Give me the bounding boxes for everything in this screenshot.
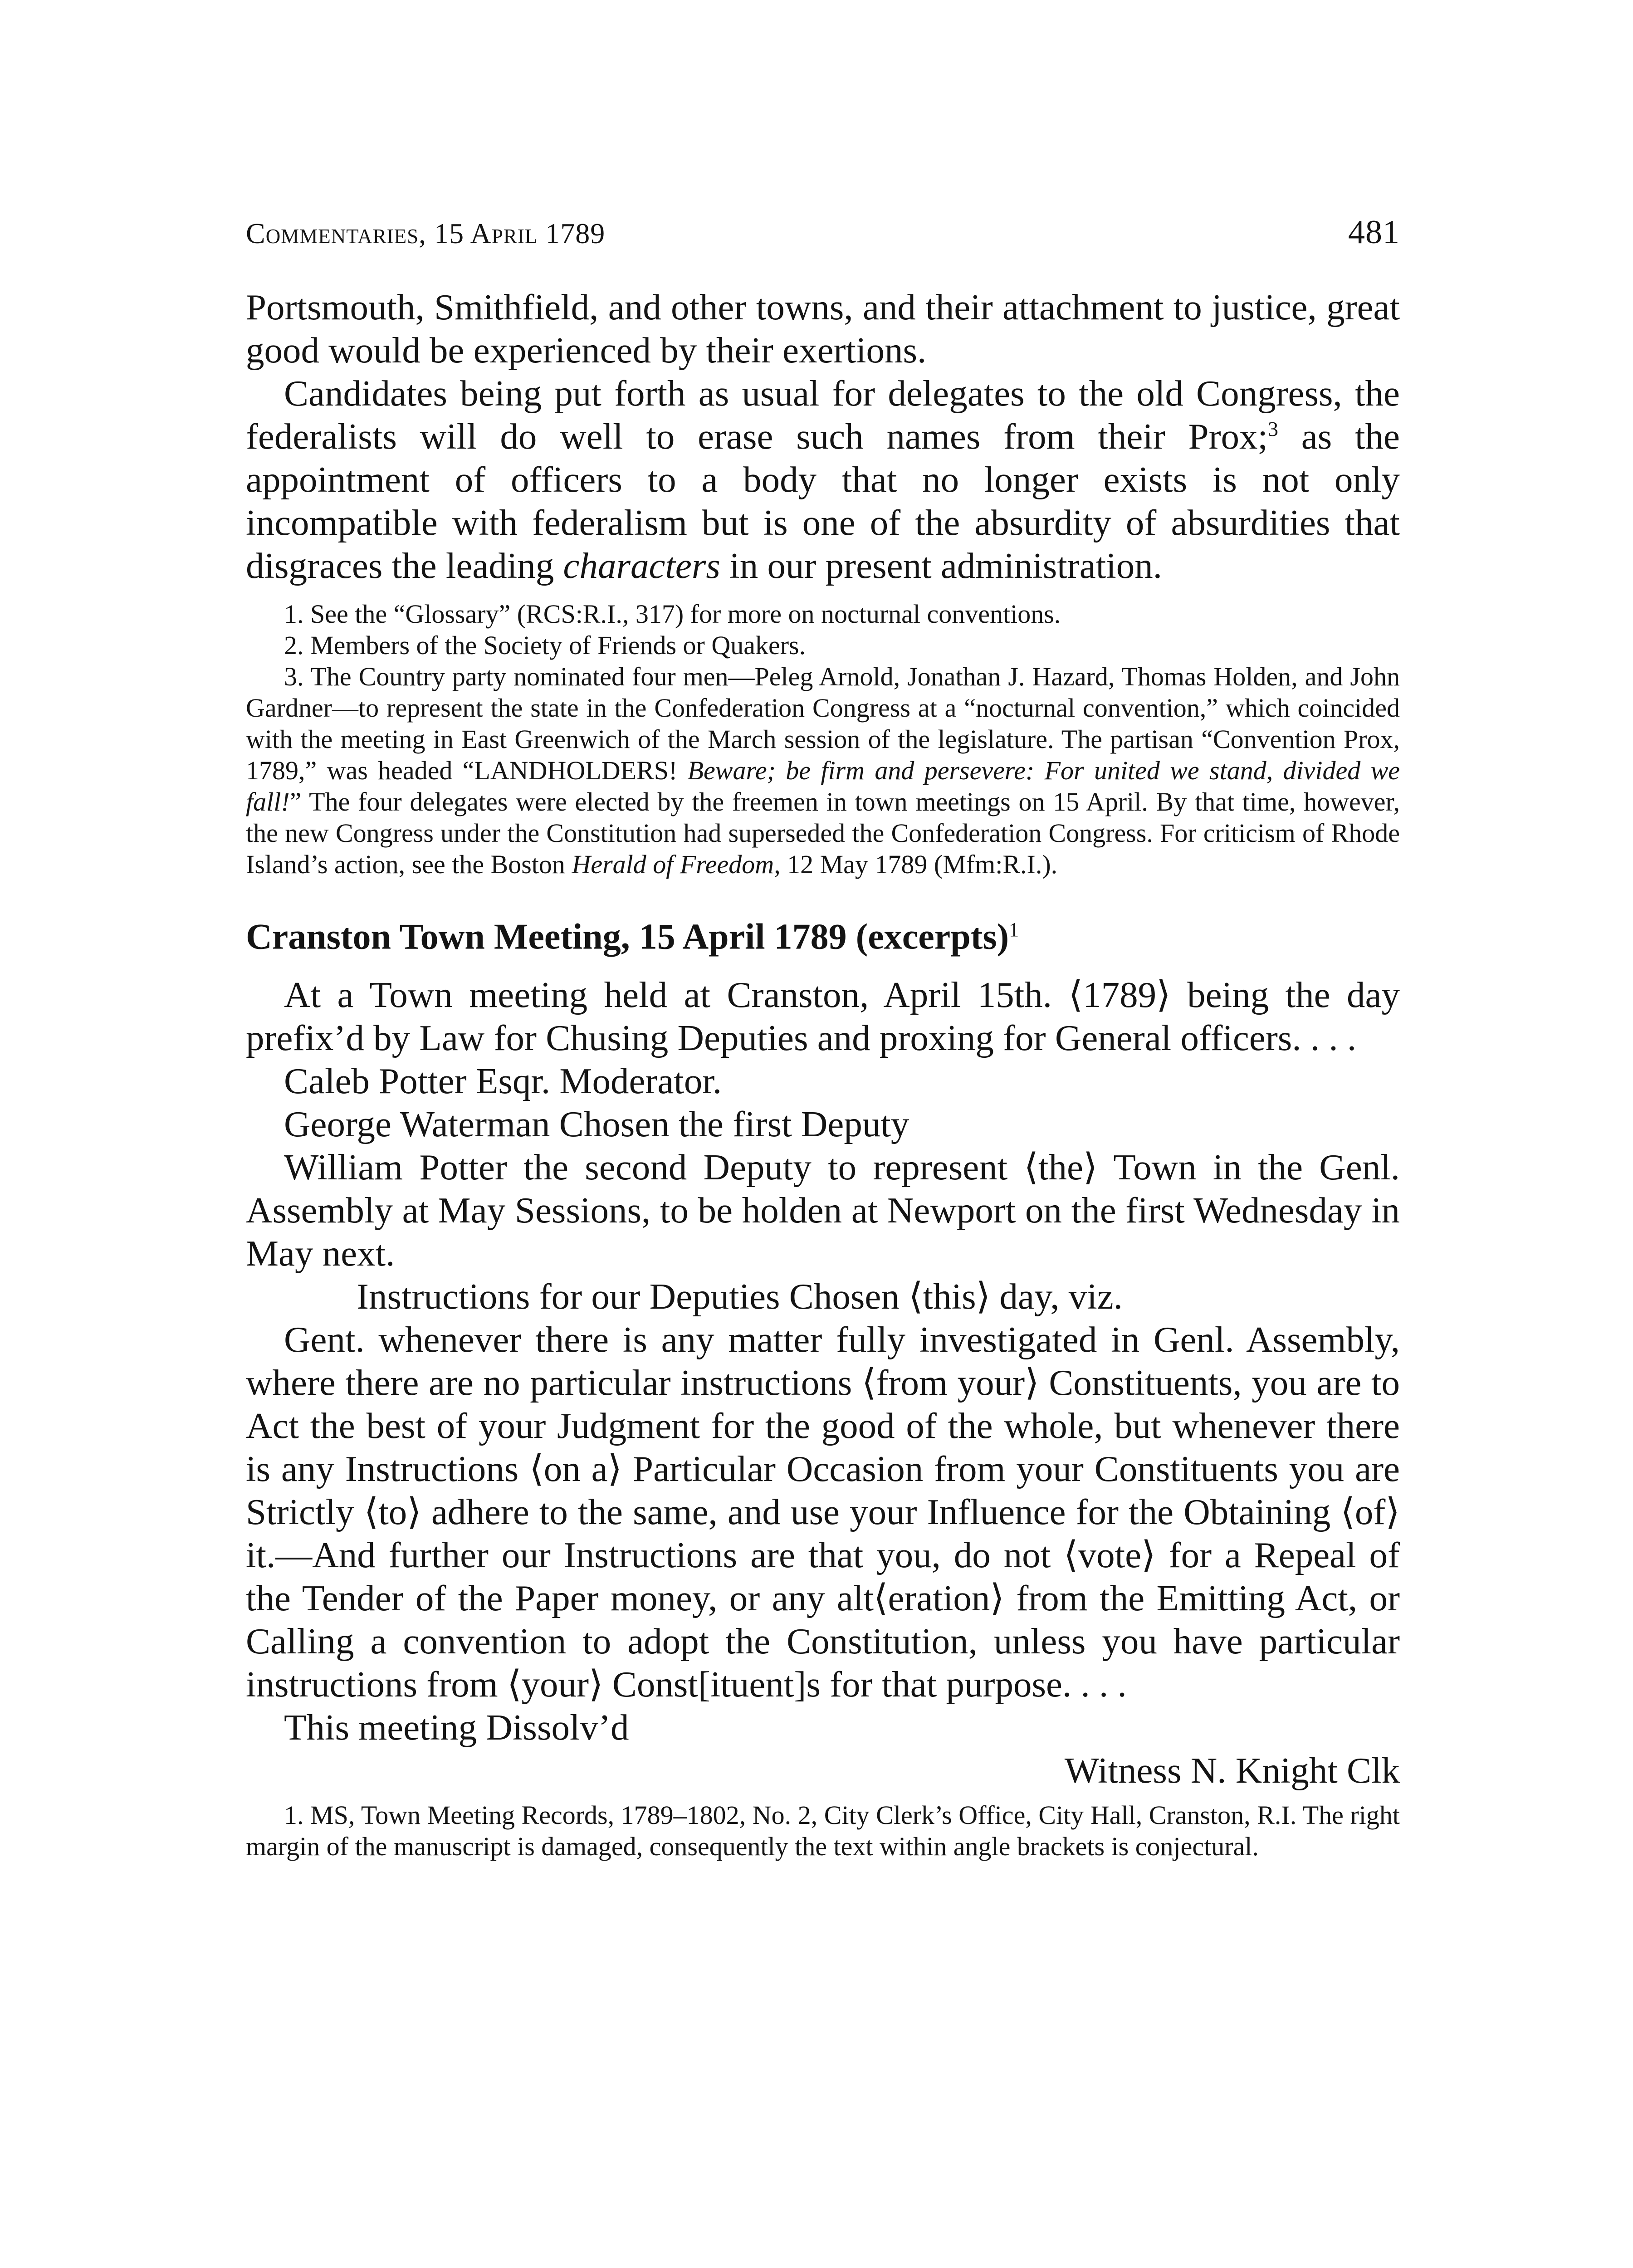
- intro-paragraph-2-part-a: Candidates being put forth as usual for delegates to the old Congress, the federalists will do well to erase such names from their Prox;: [246, 373, 1400, 457]
- footnote-3: [246, 661, 1400, 880]
- record-paragraph-7: This meeting Dissolv’d: [284, 1706, 629, 1748]
- footnote-3-italic-newspaper: Herald of Freedom,: [572, 850, 781, 879]
- book-page: [246, 213, 1400, 1862]
- footnotes-record: [246, 1799, 1400, 1862]
- record-paragraph-6: Gent. whenever there is any matter fully investigated in Genl. Assembly, where there are no particular instructions ⟨from your⟩ Constituents, you are to Act the best of your Judgment for the good of the whole, but whenever there is any Instructions ⟨on a⟩ Particular Occasion from your Constituents you are Strictly ⟨to⟩ adhere to the same, and use your Influence for the Obtaining ⟨of⟩ it.—And further our Instructions are that you, do not ⟨vote⟩ for a Repeal of the Tender of the Paper money, or any alt⟨eration⟩ from the Emitting Act, or Calling a convention to adopt the Constitution, unless you have particular instructions from ⟨your⟩ Const[ituent]s for that purpose. . . .: [246, 1319, 1400, 1705]
- footnote-2: 2. Members of the Society of Friends or Quakers.: [284, 631, 806, 660]
- intro-paragraph-2-part-c: in our present administration.: [720, 545, 1162, 586]
- record-paragraph-4: William Potter the second Deputy to represent ⟨the⟩ Town in the Genl. Assembly at May Sessions, to be holden at Newport on the first Wednesday in May next.: [246, 1146, 1400, 1274]
- record-footnote-1: 1. MS, Town Meeting Records, 1789–1802, No. 2, City Clerk’s Office, City Hall, Cranston, R.I. The right margin of the manuscript is damaged, consequently the text within angle brackets is conjectural.: [246, 1800, 1400, 1861]
- intro-text: [246, 286, 1400, 587]
- running-head-title: Commentaries, 15 April 1789: [246, 217, 606, 249]
- record-paragraph-1: At a Town meeting held at Cranston, April 15th. ⟨1789⟩ being the day prefix’d by Law for Chusing Deputies and proxing for General officers. . . .: [246, 974, 1400, 1058]
- footnote-1: 1. See the “Glossary” (RCS:R.I., 317) for more on nocturnal conventions.: [284, 599, 1061, 629]
- record-paragraph-2: Caleb Potter Esqr. Moderator.: [284, 1060, 722, 1101]
- section-heading-text: Cranston Town Meeting, 15 April 1789 (excerpts): [246, 917, 1009, 957]
- town-meeting-record: [246, 973, 1400, 1792]
- page-number: 481: [1348, 214, 1400, 251]
- footnote-3-part-b: ” The four delegates were elected by the freemen in town meetings on 15 April. By that time, however, the new Congress under the Constitution had superseded the Confederation Congress. For criticism of Rhode Island’s action, see the Boston: [246, 787, 1400, 879]
- intro-paragraph-2-part-b: as the appointment of officers to a body that no longer exists is not only incompatible with federalism but is one of the absurdity of absurdities that disgraces the leading: [246, 416, 1400, 586]
- footnotes-commentary: [246, 598, 1400, 880]
- footnote-3-part-a: 3. The Country party nominated four men—Peleg Arnold, Jonathan J. Hazard, Thomas Holden, and John Gardner—to represent the state in the Confederation Congress at a “nocturnal convention,” which coincided with the meeting in East Greenwich of the March session of the legislature. The partisan “Convention Prox, 1789,” was headed “LANDHOLDERS!: [246, 662, 1400, 785]
- section-heading-footnote-ref: 1: [1009, 919, 1019, 941]
- footnote-3-italic-motto: Beware; be firm and persevere: For united we stand, divided we fall!: [246, 756, 1400, 816]
- footnote-reference-3: 3: [1268, 417, 1279, 440]
- section-heading: [246, 907, 1400, 960]
- record-paragraph-3: George Waterman Chosen the first Deputy: [284, 1103, 909, 1144]
- footnote-3-part-c: 12 May 1789 (Mfm:R.I.).: [780, 850, 1058, 879]
- intro-paragraph-2-italic: characters: [563, 545, 720, 586]
- intro-paragraph-2: [246, 372, 1400, 587]
- running-head: [246, 213, 1400, 263]
- record-paragraph-5: Instructions for our Deputies Chosen ⟨this⟩ day, viz.: [357, 1276, 1123, 1317]
- intro-paragraph-1: Portsmouth, Smithfield, and other towns, and their attachment to justice, great good would be experienced by their exertions.: [246, 287, 1400, 371]
- record-signature: Witness N. Knight Clk: [1064, 1750, 1400, 1791]
